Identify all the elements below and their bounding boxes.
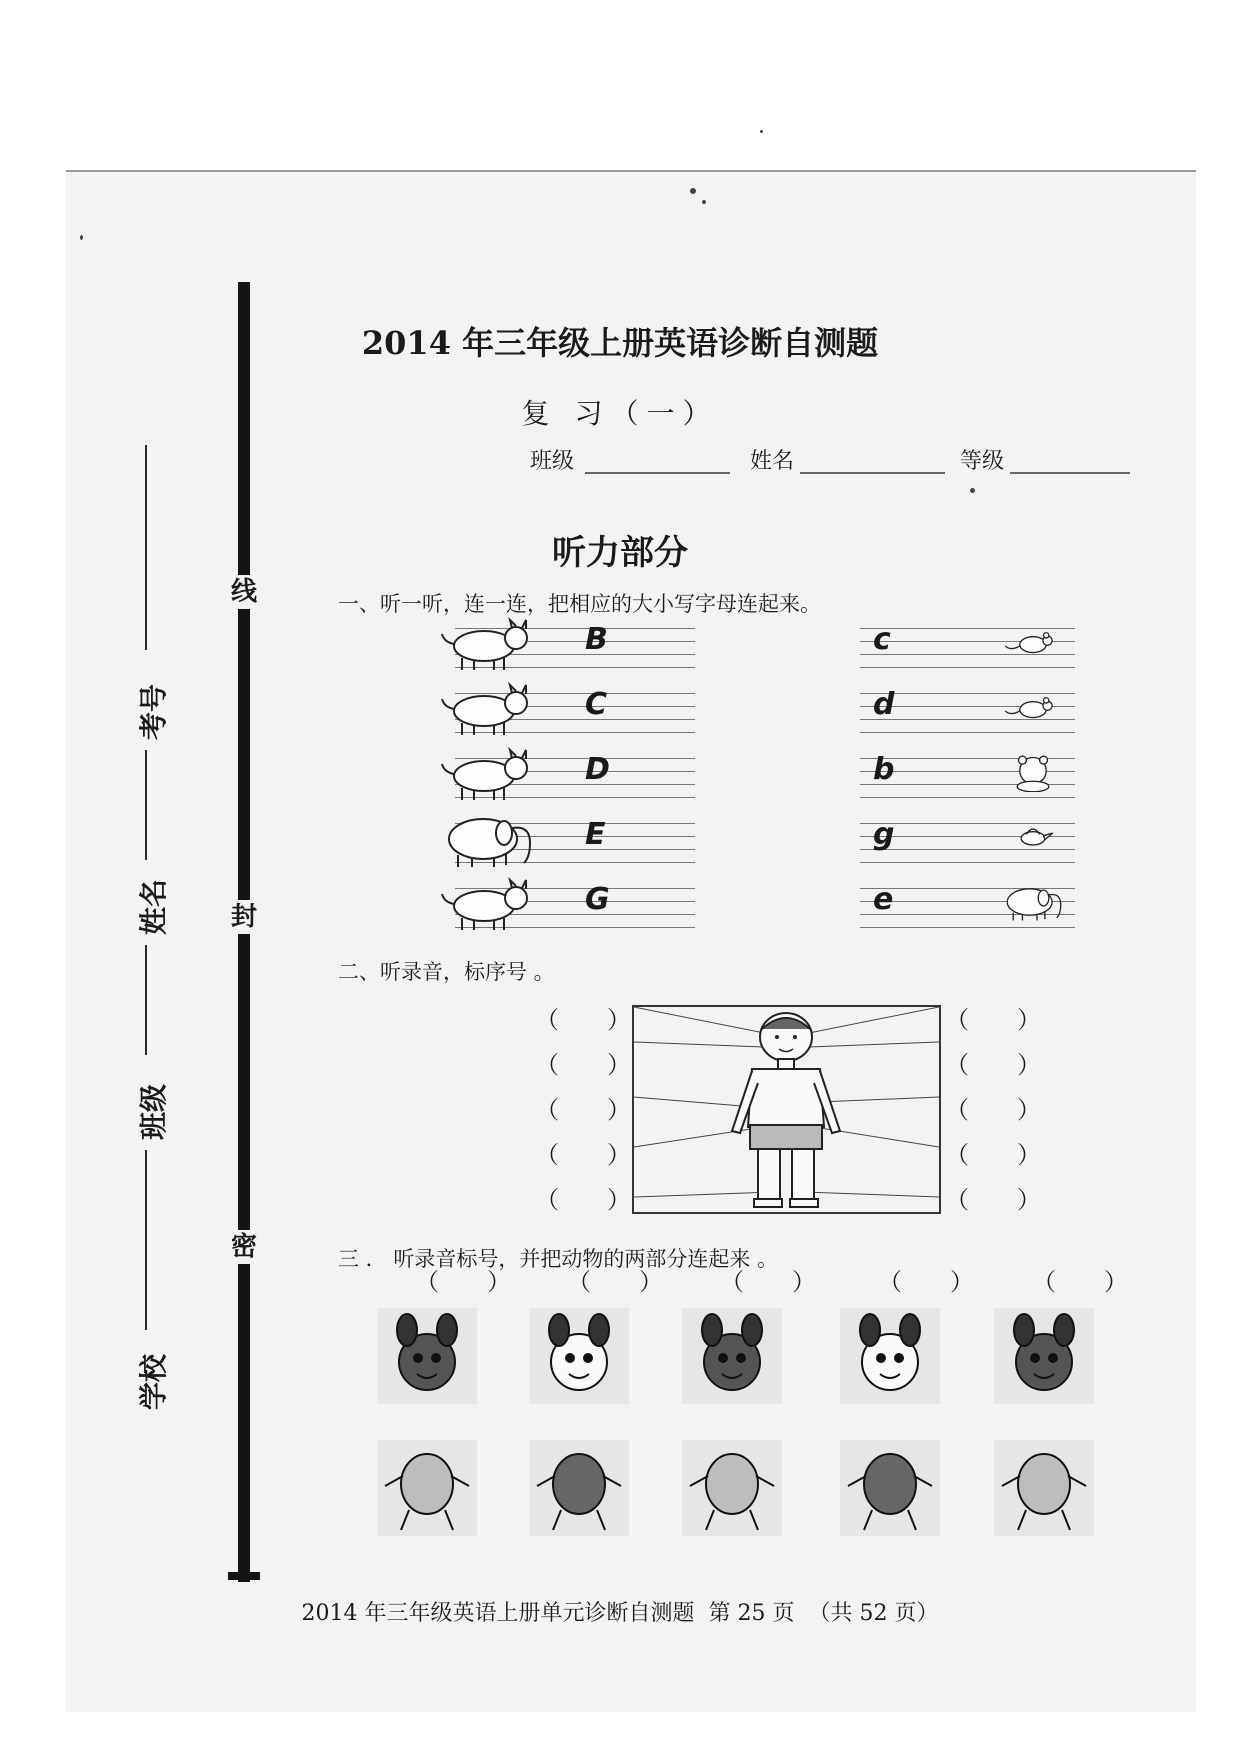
- cat-head-icon: [377, 1308, 477, 1404]
- lowercase-letter[interactable]: c: [873, 622, 891, 657]
- answer-blank[interactable]: （ ）: [945, 1096, 1041, 1124]
- name-field-label: 姓名: [750, 449, 795, 474]
- mickey-head-icon: [682, 1308, 782, 1404]
- answer-blank[interactable]: （ ）: [878, 1268, 974, 1296]
- name-label: 姓名: [137, 878, 170, 935]
- scan-speck: [690, 188, 696, 194]
- seal-char-line: 线: [227, 575, 261, 609]
- lowercase-letter[interactable]: e: [873, 882, 894, 917]
- bird-icon: [1000, 817, 1066, 857]
- mouse-icon: [1000, 687, 1066, 727]
- scan-speck: [760, 130, 763, 133]
- name-field-blank[interactable]: [800, 472, 945, 474]
- footer-page: 第 25 页: [708, 1601, 795, 1626]
- staff-line: [860, 862, 1075, 863]
- name-blank[interactable]: [145, 750, 147, 860]
- uppercase-letter[interactable]: G: [585, 882, 610, 917]
- binding-line-foot: [228, 1572, 260, 1580]
- staff-line: [860, 927, 1075, 928]
- pig-icon: [438, 614, 538, 674]
- uppercase-letter[interactable]: C: [585, 687, 608, 722]
- class-field-label: 班级: [530, 449, 575, 474]
- scan-speck: [80, 235, 83, 240]
- seal-char-secret: 密: [227, 1230, 261, 1264]
- dog-icon: [438, 744, 538, 804]
- q3-heading: 三 ． 听录音标号，并把动物的两部分连起来 。: [338, 1247, 779, 1271]
- bear-icon: [1000, 752, 1066, 792]
- answer-blank[interactable]: （ ）: [945, 1186, 1041, 1214]
- answer-blank[interactable]: （ ）: [720, 1268, 816, 1296]
- staff-line: [860, 732, 1075, 733]
- school-label: 学校: [137, 1353, 170, 1410]
- uppercase-letter[interactable]: E: [585, 817, 606, 852]
- grade-field-blank[interactable]: [1010, 472, 1130, 474]
- school-blank[interactable]: [145, 1150, 147, 1330]
- answer-blank[interactable]: （ ）: [535, 1186, 631, 1214]
- answer-blank[interactable]: （ ）: [945, 1006, 1041, 1034]
- mouse-icon: [1000, 622, 1066, 662]
- answer-blank[interactable]: （ ）: [535, 1051, 631, 1079]
- page-subtitle: 复 习（一）: [521, 397, 719, 430]
- rabbit-head-icon: [994, 1308, 1094, 1404]
- class-field-blank[interactable]: [585, 472, 730, 474]
- animal-body-icon: [377, 1440, 477, 1536]
- page-footer: [0, 1596, 1240, 1627]
- body-parts-figure: [632, 1005, 941, 1214]
- class-blank[interactable]: [145, 945, 147, 1055]
- lowercase-letter[interactable]: d: [873, 687, 895, 722]
- exam-no-label: 考号: [137, 683, 170, 740]
- duck-body-icon: [682, 1440, 782, 1536]
- answer-blank[interactable]: （ ）: [535, 1006, 631, 1034]
- elephant-icon: [1000, 882, 1066, 922]
- scan-speck: [970, 488, 975, 493]
- q2-heading: 二、听录音，标序号 。: [338, 960, 555, 984]
- staff-line: [860, 797, 1075, 798]
- class-label: 班级: [137, 1083, 170, 1140]
- answer-blank[interactable]: （ ）: [535, 1096, 631, 1124]
- listening-section-title: 听力部分: [552, 533, 688, 573]
- boy-body-icon: [634, 1007, 939, 1212]
- footer-total: （共 52 页）: [808, 1601, 939, 1626]
- elephant-icon: [438, 809, 538, 869]
- grade-field-label: 等级: [960, 449, 1005, 474]
- page-title: 2014 年三年级上册英语诊断自测题: [361, 324, 879, 362]
- dog-head-icon: [529, 1308, 629, 1404]
- answer-blank[interactable]: （ ）: [415, 1268, 511, 1296]
- uppercase-letter[interactable]: D: [585, 752, 610, 787]
- uppercase-letter[interactable]: B: [585, 622, 608, 657]
- squirrel-icon: [438, 679, 538, 739]
- panda-head-icon: [840, 1308, 940, 1404]
- q1-heading: 一、听一听，连一连，把相应的大小写字母连起来。: [338, 592, 821, 616]
- monkey-body-icon: [840, 1440, 940, 1536]
- animal-body-icon: [529, 1440, 629, 1536]
- lowercase-letter[interactable]: g: [873, 817, 895, 852]
- answer-blank[interactable]: （ ）: [535, 1141, 631, 1169]
- staff-line: [860, 667, 1075, 668]
- mouse-body-icon: [994, 1440, 1094, 1536]
- answer-blank[interactable]: （ ）: [567, 1268, 663, 1296]
- answer-blank[interactable]: （ ）: [945, 1141, 1041, 1169]
- footer-text: 2014 年三年级英语上册单元诊断自测题: [301, 1601, 695, 1626]
- answer-blank[interactable]: （ ）: [1032, 1268, 1128, 1296]
- answer-blank[interactable]: （ ）: [945, 1051, 1041, 1079]
- scan-speck: [702, 200, 706, 204]
- goat-icon: [438, 874, 538, 934]
- lowercase-letter[interactable]: b: [873, 752, 895, 787]
- seal-char-seal: 封: [227, 900, 261, 934]
